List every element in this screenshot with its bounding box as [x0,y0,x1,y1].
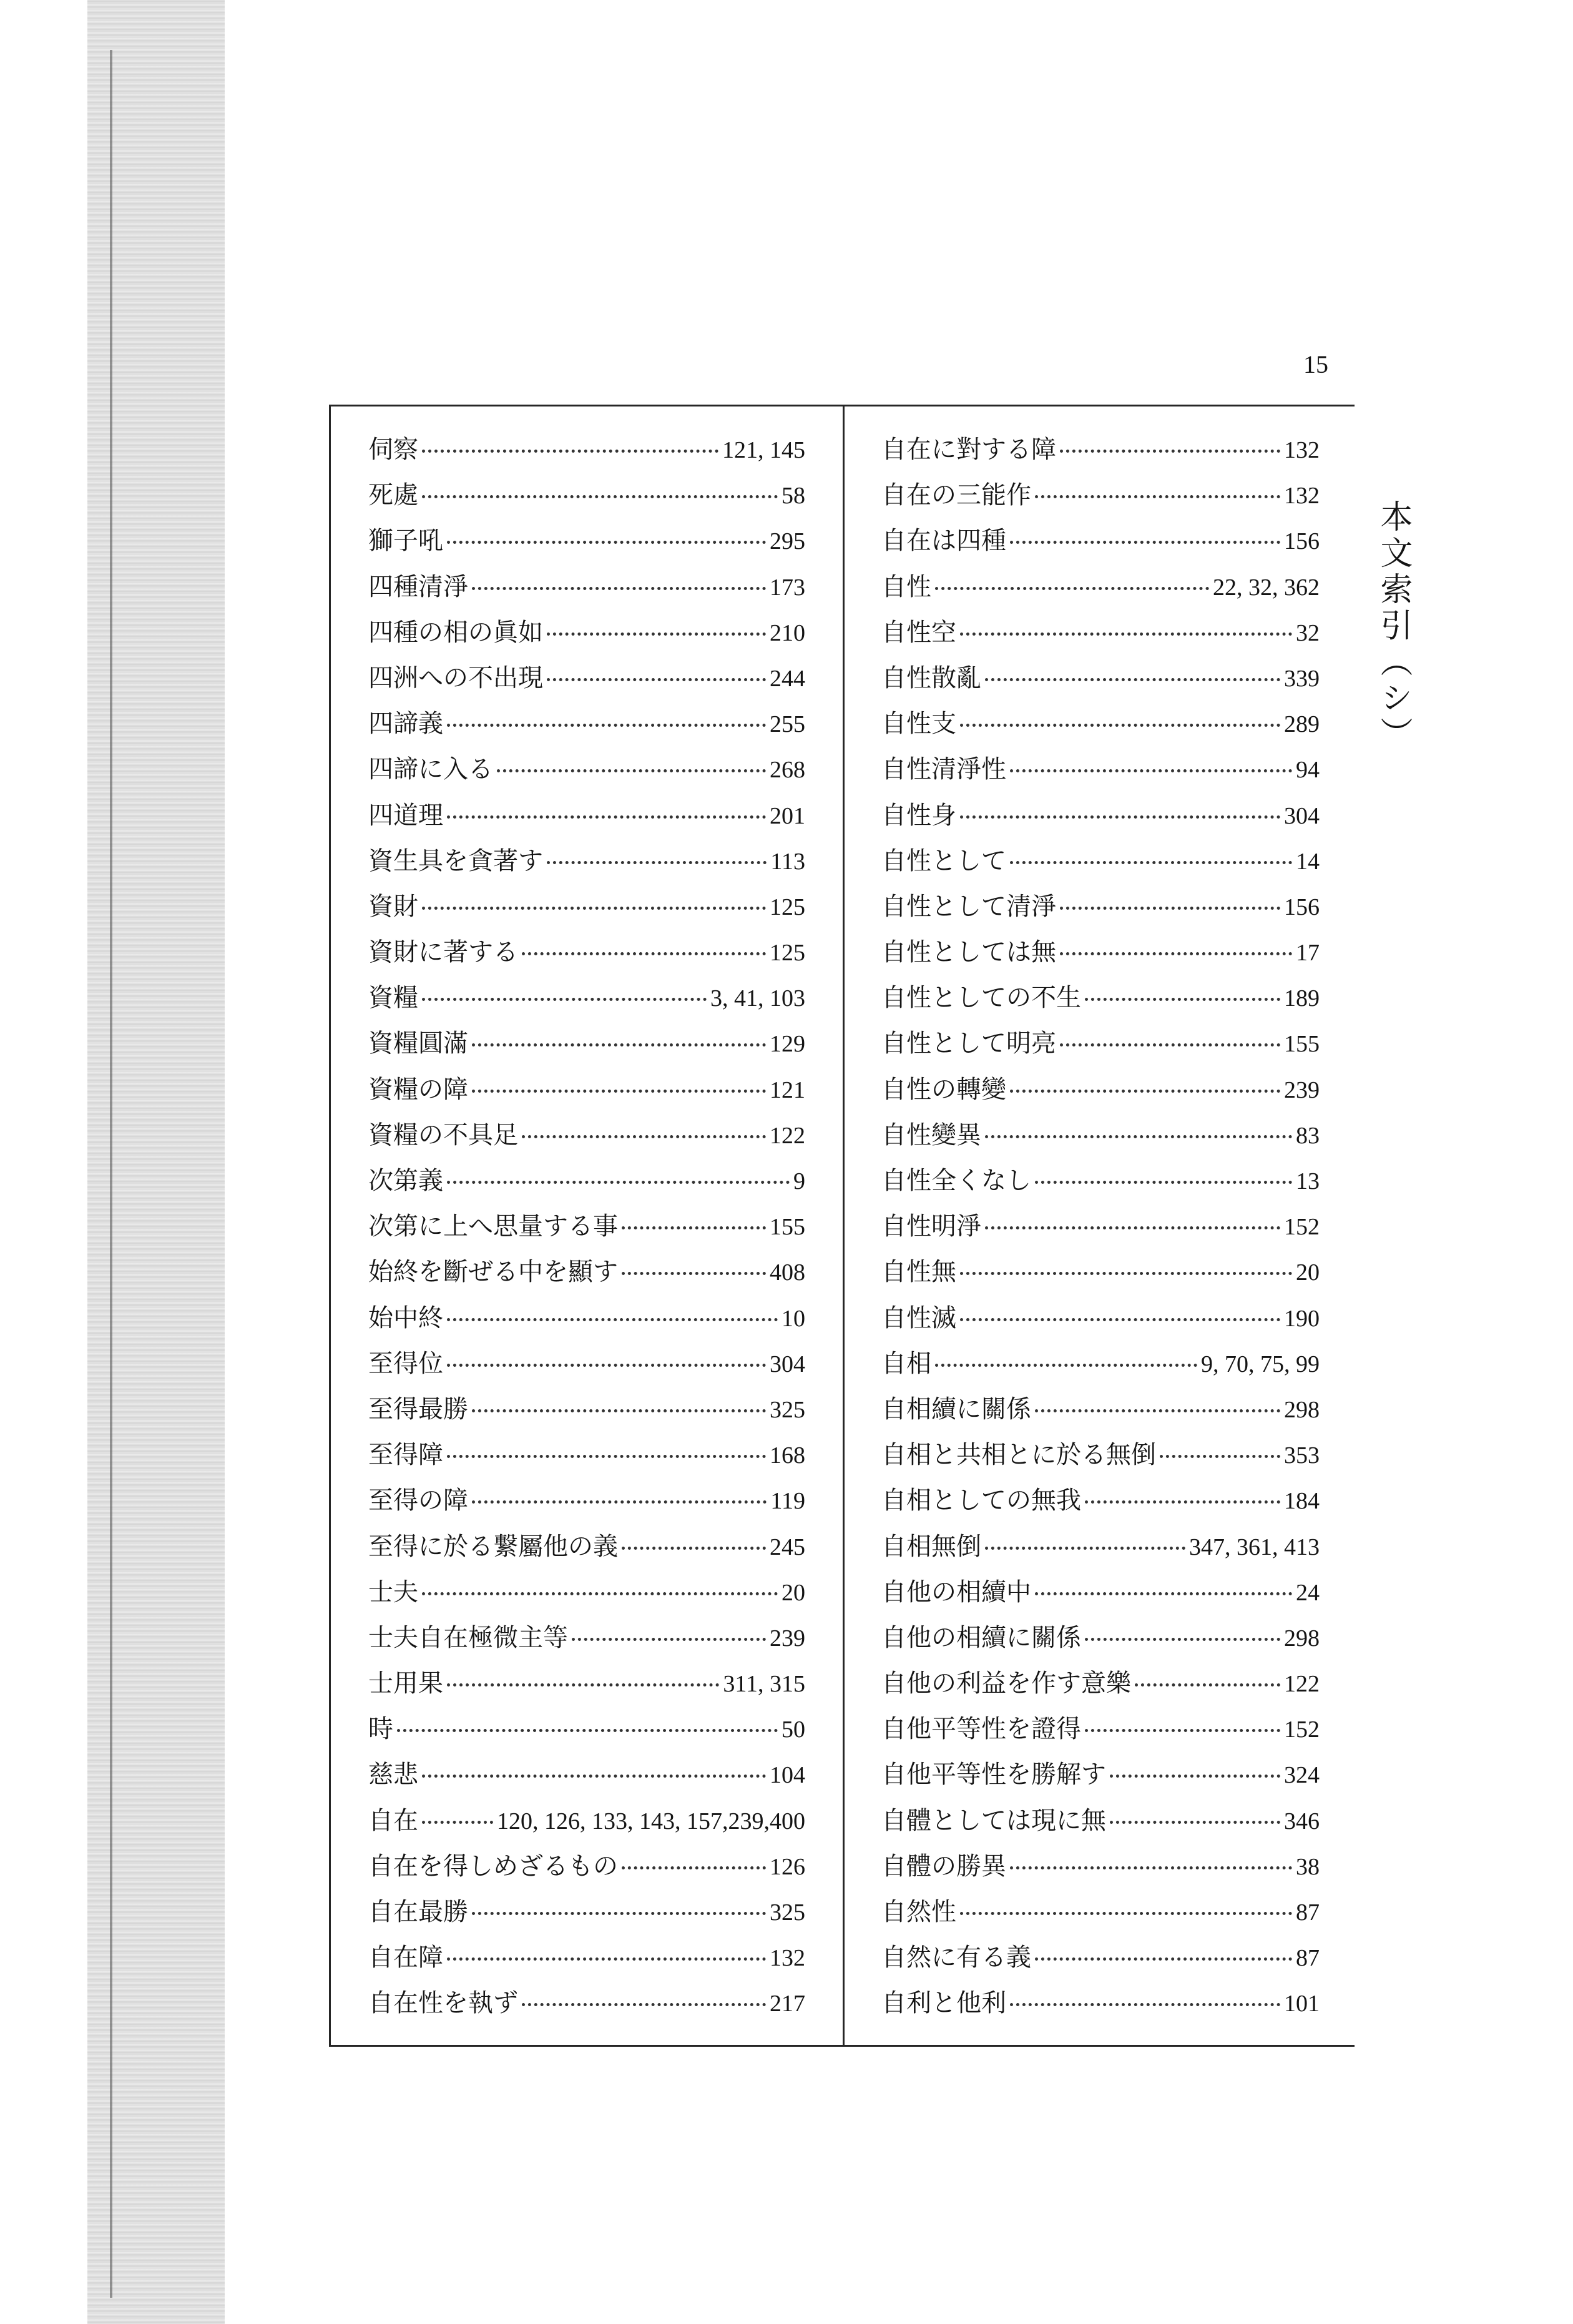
index-entry [368,476,805,522]
dot-leader [1010,2003,1280,2006]
entry-page-numbers: 189 [1284,985,1320,1012]
index-entry [368,1756,805,1801]
dot-leader [397,1729,778,1732]
entry-term: 自性散亂 [881,663,981,692]
index-entry [881,888,1320,933]
dot-leader [1060,1043,1280,1046]
index-entry [881,1391,1320,1436]
dot-leader [960,815,1280,819]
entry-page-numbers: 304 [770,1351,805,1377]
entry-term: 自性の轉變 [881,1075,1006,1104]
dot-leader [960,724,1280,727]
index-entry [368,705,805,751]
index-entry [881,1253,1320,1299]
entry-page-numbers: 120, 126, 133, 143, 157,239,400 [497,1808,805,1834]
dot-leader [960,1912,1292,1915]
index-entry [881,1665,1320,1710]
entry-page-numbers: 184 [1284,1488,1320,1515]
entry-page-numbers: 245 [770,1534,805,1560]
entry-page-numbers: 304 [1284,802,1320,829]
entry-page-numbers: 10 [782,1305,805,1332]
dot-leader [472,587,766,590]
entry-page-numbers: 132 [770,1945,805,1972]
entry-page-numbers: 32 [1296,619,1320,646]
dot-leader [1110,1775,1280,1778]
entry-term: 自在の三能作 [881,481,1031,510]
entry-page-numbers: 190 [1284,1305,1320,1332]
index-entry [368,614,805,659]
index-entry [368,1710,805,1756]
entry-term: 次第義 [368,1166,443,1195]
section-title: 本文索引（シ） [1375,500,1412,753]
dot-leader [622,1226,766,1229]
dot-leader [1010,769,1292,772]
entry-page-numbers: 268 [770,757,805,784]
entry-term: 自性無 [881,1258,956,1287]
entry-term: 自在に對する障 [881,435,1056,464]
entry-page-numbers: 217 [770,1991,805,2017]
entry-page-numbers: 13 [1296,1168,1320,1194]
index-entry [368,797,805,842]
index-entry [368,751,805,796]
index-entry [368,1573,805,1619]
entry-term: 始中終 [368,1303,443,1332]
entry-term: 自性としての不生 [881,983,1081,1013]
dot-leader [935,1364,1197,1367]
dot-leader [572,1638,766,1641]
dot-leader [522,952,766,955]
index-entry [881,1528,1320,1573]
entry-term: 資糧 [368,983,418,1013]
entry-page-numbers: 121, 145 [722,437,805,463]
dot-leader [472,1090,766,1093]
entry-term: 資糧の不具足 [368,1120,518,1150]
index-entry [881,1208,1320,1253]
index-entry [368,431,805,476]
dot-leader [1085,1638,1280,1641]
dot-leader [1035,1409,1280,1412]
dot-leader [472,1043,766,1046]
dot-leader [1160,1455,1280,1458]
index-entry [881,1984,1320,2030]
entry-term: 自性變異 [881,1120,981,1150]
index-entry [368,1482,805,1527]
entry-term: 至得の障 [368,1486,468,1515]
index-entry [368,1665,805,1710]
entry-page-numbers: 152 [1284,1214,1320,1241]
index-entry [881,1116,1320,1162]
entry-term: 至得に於る繋屬他の義 [368,1532,618,1561]
entry-term: 自相と共相とに於る無倒 [881,1440,1156,1470]
entry-page-numbers: 126 [770,1853,805,1880]
entry-term: 自他の利益を作す意樂 [881,1669,1131,1698]
index-entry [881,1939,1320,1984]
entry-term: 獅子吼 [368,526,443,556]
entry-page-numbers: 311, 315 [723,1671,805,1698]
entry-term: 自性支 [881,709,956,739]
entry-term: 自在 [368,1806,418,1835]
index-entry [368,888,805,933]
index-entry [368,1299,805,1345]
dot-leader [935,587,1209,590]
dot-leader [522,1135,766,1138]
entry-page-numbers: 119 [770,1488,805,1515]
entry-page-numbers: 9, 70, 75, 99 [1201,1351,1320,1377]
entry-page-numbers: 325 [770,1899,805,1926]
entry-term: 自相としての無我 [881,1486,1081,1515]
entry-term: 士用果 [368,1669,443,1698]
dot-leader [447,815,766,819]
entry-term: 自性として明亮 [881,1029,1056,1058]
dot-leader [1060,952,1292,955]
entry-term: 始終を斷ぜる中を顯す [368,1258,618,1287]
entry-term: 自相無倒 [881,1532,981,1561]
entry-page-numbers: 129 [770,1031,805,1058]
index-entry [881,522,1320,568]
index-entry [368,1253,805,1299]
index-entry [881,842,1320,888]
index-entry [881,1710,1320,1756]
index-entry [368,1893,805,1939]
entry-term: 四種清淨 [368,572,468,601]
index-entry [881,751,1320,796]
dot-leader [1010,1866,1292,1869]
entry-page-numbers: 156 [1284,894,1320,920]
index-entry [881,933,1320,979]
dot-leader [447,1683,719,1686]
entry-term: 自性空 [881,618,956,647]
dot-leader [1110,1821,1280,1824]
entry-page-numbers: 325 [770,1396,805,1423]
entry-term: 自在最勝 [368,1898,468,1926]
dot-leader [1035,1181,1292,1184]
entry-term: 時 [368,1715,393,1744]
entry-page-numbers: 239 [770,1625,805,1652]
entry-term: 自性として清淨 [881,892,1056,921]
entry-page-numbers: 121 [770,1076,805,1103]
dot-leader [1035,1592,1292,1595]
index-entry [368,1802,805,1848]
dot-leader [522,2003,766,2006]
entry-term: 士夫自在極微主等 [368,1623,568,1652]
entry-page-numbers: 408 [770,1259,805,1286]
entry-page-numbers: 339 [1284,665,1320,692]
entry-page-numbers: 58 [782,483,805,510]
entry-term: 自體の勝異 [881,1851,1006,1881]
entry-term: 自性身 [881,800,956,830]
entry-term: 自性としては無 [881,938,1056,967]
entry-term: 自性滅 [881,1303,956,1332]
dot-leader [447,1364,766,1367]
dot-leader [1060,907,1280,910]
entry-term: 伺察 [368,435,418,464]
entry-term: 資糧の障 [368,1075,468,1104]
binding-edge [110,50,112,2298]
index-entry [881,1071,1320,1116]
entry-term: 自在を得しめざるもの [368,1851,618,1881]
index-entry [368,1162,805,1208]
dot-leader [422,1821,493,1824]
dot-leader [1035,1957,1292,1961]
dot-leader [447,1181,790,1184]
dot-leader [422,998,707,1001]
entry-page-numbers: 94 [1296,757,1320,784]
index-entry [881,1436,1320,1482]
entry-page-numbers: 122 [1284,1671,1320,1698]
index-entry [368,1984,805,2030]
index-entry [368,1436,805,1482]
index-entry [368,1025,805,1070]
entry-page-numbers: 14 [1296,848,1320,875]
index-entry [881,1025,1320,1070]
index-entry [881,614,1320,659]
entry-page-numbers: 125 [770,894,805,920]
entry-page-numbers: 295 [770,528,805,555]
binding-shadow [87,0,225,2324]
entry-page-numbers: 101 [1284,1991,1320,2017]
dot-leader [1085,1729,1280,1732]
entry-page-numbers: 20 [782,1579,805,1606]
index-entry [881,979,1320,1025]
entry-page-numbers: 24 [1296,1579,1320,1606]
index-entry [881,1619,1320,1665]
entry-term: 自他平等性を證得 [881,1715,1081,1744]
entry-term: 自他平等性を勝解す [881,1760,1106,1790]
index-entry [368,842,805,888]
index-entry [368,1391,805,1436]
dot-leader [497,769,766,772]
index-entry [881,1482,1320,1527]
dot-leader [985,1135,1292,1138]
entry-term: 自性 [881,572,931,601]
column-divider [843,405,845,2045]
entry-page-numbers: 201 [770,802,805,829]
index-entry [368,1208,805,1253]
entry-term: 自性明淨 [881,1212,981,1241]
entry-page-numbers: 289 [1284,711,1320,738]
dot-leader [960,1318,1280,1321]
entry-page-numbers: 346 [1284,1808,1320,1834]
index-entry [368,1939,805,1984]
index-entry [881,1573,1320,1619]
index-entry [881,705,1320,751]
dot-leader [960,1272,1292,1275]
index-entry [368,979,805,1025]
index-entry [881,797,1320,842]
entry-page-numbers: 38 [1296,1853,1320,1880]
index-entry [881,431,1320,476]
index-entry [368,1345,805,1391]
entry-term: 自性全くなし [881,1166,1031,1195]
entry-term: 自他の相續中 [881,1577,1031,1607]
dot-leader [622,1547,766,1550]
entry-page-numbers: 3, 41, 103 [710,985,805,1012]
dot-leader [1010,861,1292,864]
dot-leader [547,678,766,681]
dot-leader [472,1409,766,1412]
entry-term: 至得位 [368,1349,443,1378]
index-entry [881,659,1320,705]
dot-leader [447,1455,766,1458]
dot-leader [1010,1090,1280,1093]
entry-term: 自在障 [368,1943,443,1972]
entry-page-numbers: 132 [1284,437,1320,463]
index-entry [368,659,805,705]
entry-page-numbers: 324 [1284,1762,1320,1789]
entry-term: 死處 [368,481,418,510]
entry-page-numbers: 152 [1284,1716,1320,1743]
index-entry [881,1756,1320,1801]
dot-leader [547,633,766,636]
entry-term: 自然に有る義 [881,1943,1031,1972]
entry-page-numbers: 125 [770,940,805,967]
index-entry [881,568,1320,614]
entry-page-numbers: 50 [782,1716,805,1743]
entry-term: 至得障 [368,1440,443,1470]
entry-term: 至得最勝 [368,1394,468,1424]
index-column-right [881,431,1320,2031]
index-entry [881,1299,1320,1345]
entry-term: 次第に上へ思量する事 [368,1212,618,1241]
entry-term: 自相 [881,1349,931,1378]
entry-term: 慈悲 [368,1760,418,1790]
dot-leader [447,1318,778,1321]
entry-page-numbers: 87 [1296,1899,1320,1926]
entry-page-numbers: 104 [770,1762,805,1789]
dot-leader [1060,450,1280,453]
entry-page-numbers: 298 [1284,1625,1320,1652]
entry-page-numbers: 244 [770,665,805,692]
entry-page-numbers: 83 [1296,1122,1320,1149]
index-entry [881,1162,1320,1208]
entry-term: 四種の相の眞如 [368,618,543,647]
dot-leader [1135,1683,1280,1686]
dot-leader [622,1272,766,1275]
index-entry [368,1116,805,1162]
entry-page-numbers: 353 [1284,1442,1320,1469]
page-number: 15 [1303,350,1328,378]
entry-page-numbers: 168 [770,1442,805,1469]
dot-leader [985,1547,1185,1550]
entry-term: 自性として [881,846,1006,875]
entry-term: 自相續に關係 [881,1394,1031,1424]
index-entry [881,476,1320,522]
entry-term: 自利と他利 [881,1989,1006,2018]
index-entry [368,1528,805,1573]
dot-leader [422,1592,778,1595]
entry-page-numbers: 113 [770,848,805,875]
index-entry [881,1893,1320,1939]
entry-page-numbers: 122 [770,1122,805,1149]
entry-term: 四諦義 [368,709,443,739]
entry-term: 自在性を執ず [368,1989,518,2018]
dot-leader [1085,998,1280,1001]
entry-term: 自性清淨性 [881,755,1006,784]
entry-page-numbers: 173 [770,574,805,601]
index-entry [368,1071,805,1116]
entry-page-numbers: 156 [1284,528,1320,555]
entry-page-numbers: 255 [770,711,805,738]
dot-leader [547,861,767,864]
entry-term: 資糧圓滿 [368,1029,468,1058]
index-entry [368,522,805,568]
dot-leader [422,495,778,498]
dot-leader [472,1912,766,1915]
dot-leader [447,541,766,544]
dot-leader [422,907,766,910]
entry-term: 四洲への不出現 [368,663,543,692]
entry-page-numbers: 210 [770,619,805,646]
entry-term: 資生具を貪著す [368,846,543,875]
index-entry [368,568,805,614]
dot-leader [1085,1500,1280,1504]
entry-page-numbers: 22, 32, 362 [1213,574,1320,601]
dot-leader [447,1957,766,1961]
dot-leader [985,1226,1280,1229]
entry-page-numbers: 155 [770,1214,805,1241]
entry-term: 四道理 [368,800,443,830]
entry-page-numbers: 9 [793,1168,805,1194]
dot-leader [422,450,718,453]
entry-term: 自他の相續に關係 [881,1623,1081,1652]
entry-term: 資財に著する [368,938,518,967]
index-column-left [368,431,805,2031]
dot-leader [447,724,766,727]
entry-page-numbers: 17 [1296,940,1320,967]
entry-term: 士夫 [368,1577,418,1607]
dot-leader [1010,541,1280,544]
index-entry [368,1619,805,1665]
dot-leader [422,1775,766,1778]
index-entry [881,1802,1320,1848]
dot-leader [1035,495,1280,498]
entry-page-numbers: 87 [1296,1945,1320,1972]
entry-page-numbers: 155 [1284,1031,1320,1058]
entry-term: 自體としては現に無 [881,1806,1106,1835]
entry-term: 自在は四種 [881,526,1006,556]
entry-page-numbers: 239 [1284,1076,1320,1103]
entry-term: 自然性 [881,1898,956,1926]
dot-leader [985,678,1280,681]
index-entry [368,933,805,979]
entry-page-numbers: 298 [1284,1396,1320,1423]
entry-term: 資財 [368,892,418,921]
entry-term: 四諦に入る [368,755,493,784]
entry-page-numbers: 347, 361, 413 [1189,1534,1320,1560]
index-entry [881,1848,1320,1893]
index-entry [881,1345,1320,1391]
dot-leader [960,633,1292,636]
entry-page-numbers: 132 [1284,483,1320,510]
entry-page-numbers: 20 [1296,1259,1320,1286]
dot-leader [472,1500,767,1504]
dot-leader [622,1866,766,1869]
index-entry [368,1848,805,1893]
